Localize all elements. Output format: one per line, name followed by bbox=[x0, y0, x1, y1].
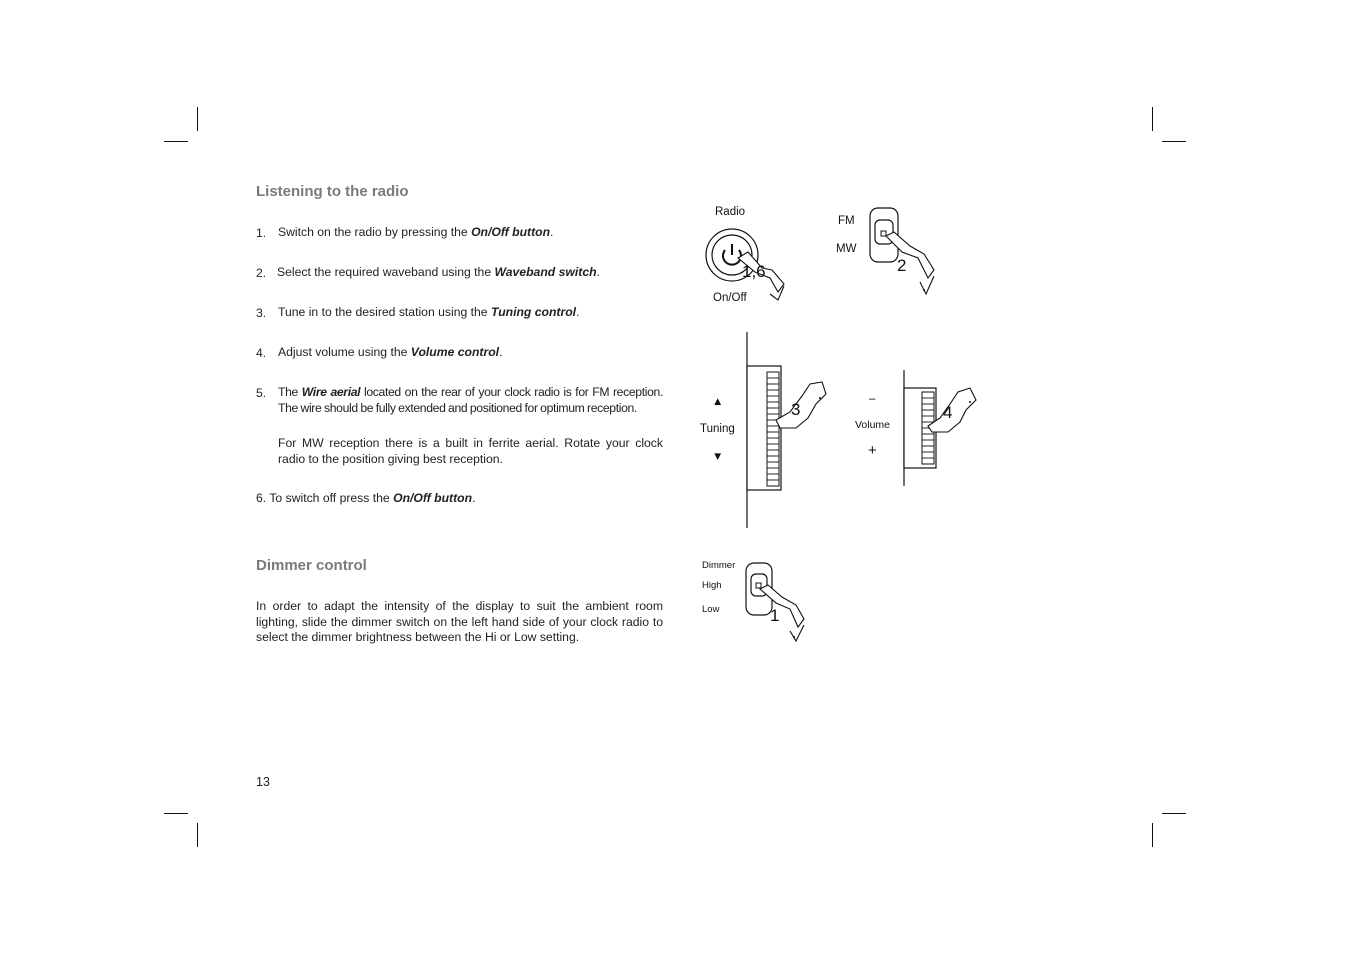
radio-label: Radio bbox=[715, 206, 746, 218]
step-number: 4. bbox=[256, 346, 267, 360]
volume-plus: + bbox=[868, 442, 877, 459]
crop-mark bbox=[1152, 107, 1153, 131]
crop-mark bbox=[1162, 141, 1186, 142]
crop-mark bbox=[1152, 823, 1153, 847]
crop-mark bbox=[164, 813, 188, 814]
callout-3: 3 bbox=[791, 400, 801, 419]
step-number: 5. bbox=[256, 386, 267, 400]
volume-minus: – bbox=[869, 393, 876, 405]
dimmer-body-text: In order to adapt the intensity of the display to suit the ambient room lighting, slide the dimmer switch on the left hand side of your clock radio to select the dimmer brightness between the Hi or Low setting. bbox=[256, 599, 663, 644]
step-2-text: Select the required waveband using the Waveband switch. bbox=[277, 265, 600, 279]
volume-dial-illustration bbox=[898, 370, 980, 490]
callout-1-6: 1,6 bbox=[742, 262, 766, 281]
tuning-up-arrow: ▲ bbox=[712, 396, 724, 408]
step-6-text: 6. To switch off press the On/Off button. bbox=[256, 491, 476, 505]
step-number: 3. bbox=[256, 306, 267, 320]
step-number: 2. bbox=[256, 266, 267, 280]
section-heading-dimmer: Dimmer control bbox=[256, 557, 367, 574]
step-5-mw-text: For MW reception there is a built in ferrite aerial. Rotate your clock radio to the position giving best reception. bbox=[278, 436, 663, 466]
tuning-dial-illustration bbox=[740, 332, 830, 532]
crop-mark bbox=[197, 107, 198, 131]
mw-label: MW bbox=[836, 243, 857, 255]
waveband-switch-illustration bbox=[866, 206, 938, 298]
tuning-label: Tuning bbox=[700, 423, 735, 435]
on-off-label: On/Off bbox=[713, 292, 747, 304]
step-1-text: Switch on the radio by pressing the On/Off button. bbox=[278, 225, 554, 239]
callout-1-dimmer: 1 bbox=[770, 606, 780, 625]
step-4-text: Adjust volume using the Volume control. bbox=[278, 345, 503, 359]
crop-mark bbox=[164, 141, 188, 142]
callout-2: 2 bbox=[897, 256, 907, 275]
dimmer-low-label: Low bbox=[702, 604, 720, 615]
crop-mark bbox=[1162, 813, 1186, 814]
tuning-down-arrow: ▼ bbox=[712, 451, 724, 463]
callout-4: 4 bbox=[943, 403, 953, 422]
crop-mark bbox=[197, 823, 198, 847]
step-number: 1. bbox=[256, 226, 267, 240]
dimmer-label: Dimmer bbox=[702, 560, 736, 571]
dimmer-switch-illustration bbox=[742, 561, 808, 645]
fm-label: FM bbox=[838, 215, 855, 227]
step-5-text: The Wire aerial located on the rear of your clock radio is for FM reception. The wire should be fully extended and positioned for optimum reception. bbox=[278, 385, 663, 415]
volume-label: Volume bbox=[855, 419, 891, 431]
step-3-text: Tune in to the desired station using the Tuning control. bbox=[278, 305, 580, 319]
section-heading-listening: Listening to the radio bbox=[256, 183, 409, 200]
page-number: 13 bbox=[256, 775, 270, 789]
dimmer-high-label: High bbox=[702, 580, 722, 591]
